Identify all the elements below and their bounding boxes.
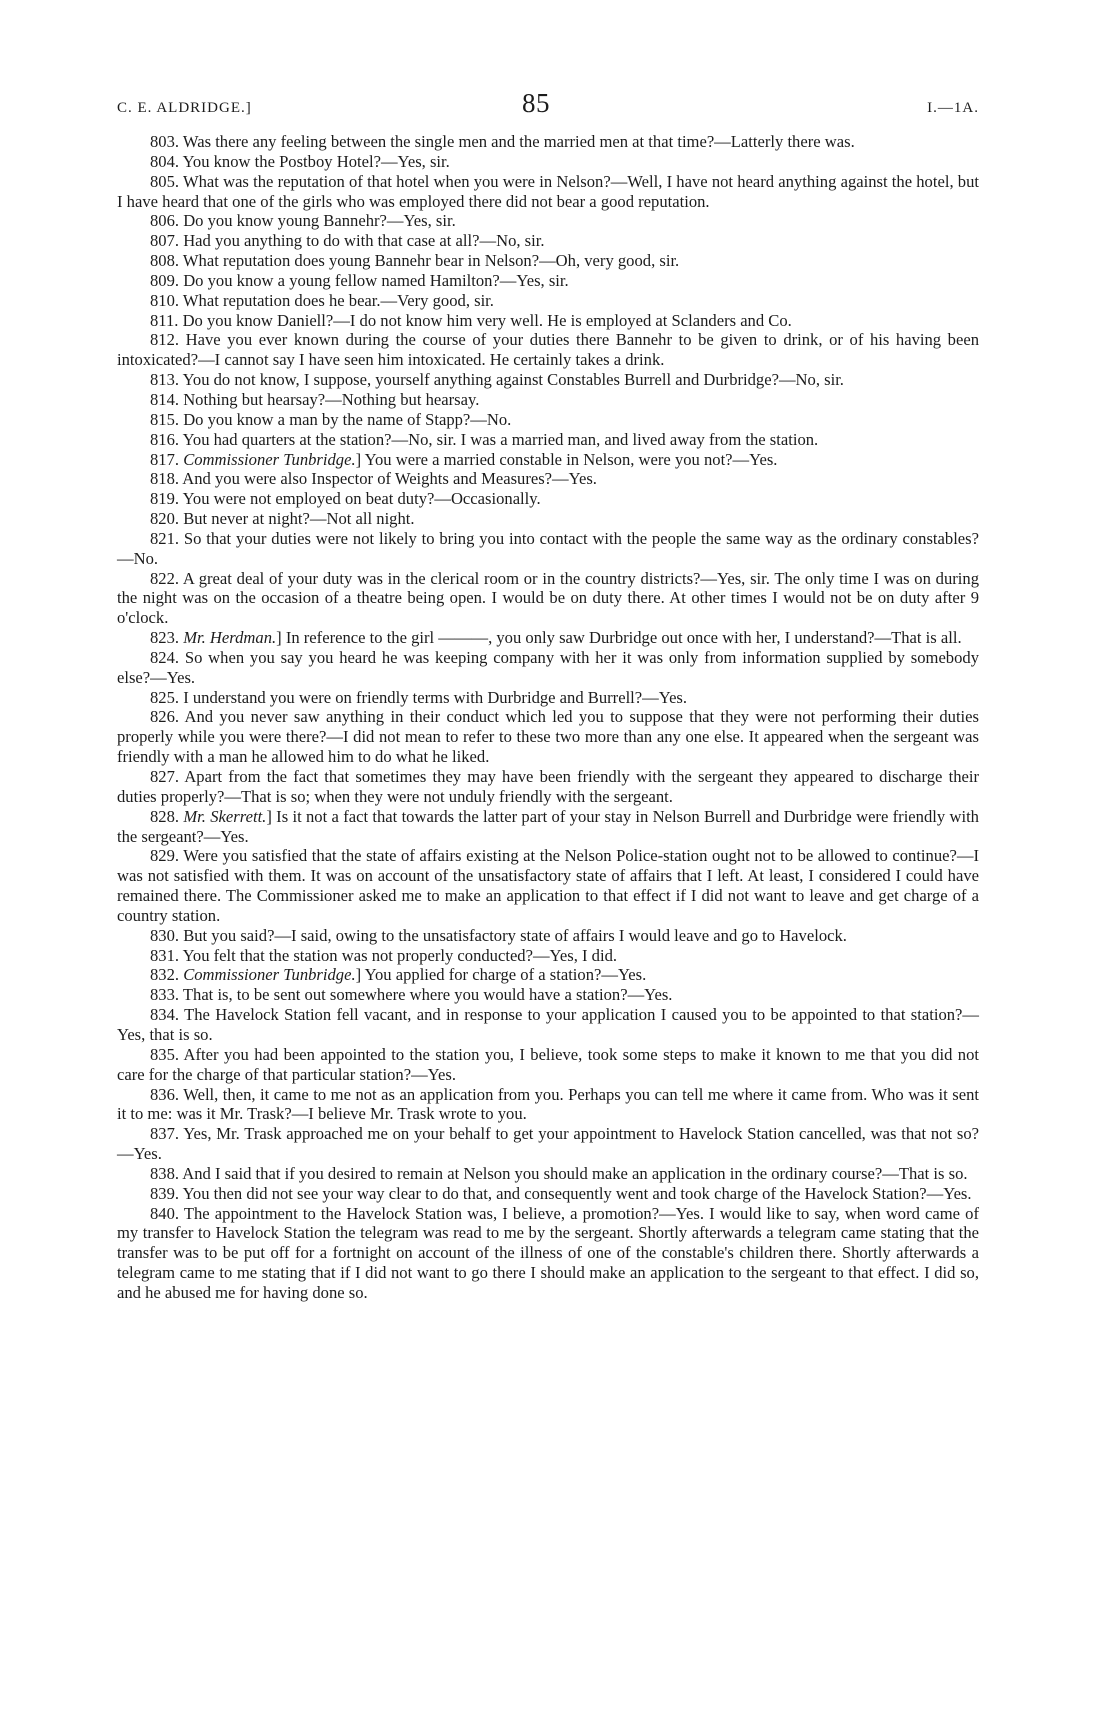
question-entry: 834. The Havelock Station fell vacant, and in response to your application I caused you to be appointed to that station?—Yes, that is so. [117, 1005, 979, 1044]
question-entry: 836. Well, then, it came to me not as an application from you. Perhaps you can tell me where it came from. Who was it sent it to me: was it Mr. Trask?—I believe Mr. Trask wrote to you. [117, 1084, 979, 1124]
speaker-name: Mr. Herdman. [183, 628, 277, 648]
testimony-body [117, 132, 979, 1303]
question-entry: 808. What reputation does young Bannehr bear in Nelson?—Oh, very good, sir. [150, 251, 680, 271]
question-entry: 837. Yes, Mr. Trask approached me on your behalf to get your appointment to Havelock Station cancelled, was that not so?—Yes. [117, 1124, 979, 1164]
document-page [117, 88, 979, 1303]
question-entry: 831. You felt that the station was not properly conducted?—Yes, I did. [150, 945, 618, 965]
question-entry: 824. So when you say you heard he was keeping company with her it was only from information supplied by somebody else?—Yes. [117, 647, 979, 687]
question-entry: 839. You then did not see your way clear to do that, and consequently went and took charge of the Havelock Station?—Yes. [150, 1183, 972, 1203]
witness-name-header: C. E. ALDRIDGE.] [117, 100, 252, 116]
question-entry: 805. What was the reputation of that hotel when you were in Nelson?—Well, I have not heard anything against the hotel, but I have heard that one of the girls who was employed there did not bear a good reputation. [117, 171, 979, 211]
question-entry: 811. Do you know Daniell?—I do not know him very well. He is employed at Sclanders and Co. [150, 310, 792, 330]
question-entry: 833. That is, to be sent out somewhere where you would have a station?—Yes. [150, 985, 673, 1005]
question-entry: 826. And you never saw anything in their conduct which led you to suppose that they were not performing their duties properly while you were there?—I did not mean to refer to these two more than any one else. It appeared when the sergeant was friendly with a man he allowed him to do what he liked. [117, 707, 979, 767]
question-entry: 816. You had quarters at the station?—No, sir. I was a married man, and lived away from the station. [150, 429, 819, 449]
question-entry: 812. Have you ever known during the course of your duties there Bannehr to be given to drink, or of his having been intoxicated?—I cannot say I have seen him intoxicated. He certainly takes a drink. [117, 330, 979, 370]
page-header [117, 88, 979, 132]
question-entry: 829. Were you satisfied that the state of affairs existing at the Nelson Police-station ought not to be allowed to continue?—I was not satisfied with them. It was on account of the unsatisfactory state of affairs that I left. At least, I considered I could have remained there. The Commissioner asked me to make an application to that effect if I did not want to leave and get charge of a country station. [117, 846, 979, 925]
question-entry: 830. But you said?—I said, owing to the unsatisfactory state of affairs I would leave and go to Havelock. [150, 925, 847, 945]
speaker-name: Mr. Skerrett. [183, 806, 267, 826]
question-entry: 813. You do not know, I suppose, yourself anything against Constables Burrell and Durbridge?—No, sir. [150, 370, 844, 390]
speaker-name: Commissioner Tunbridge. [183, 965, 356, 985]
question-entry: 818. And you were also Inspector of Weights and Measures?—Yes. [150, 469, 597, 489]
speaker-name: Commissioner Tunbridge. [183, 449, 356, 469]
question-entry: 838. And I said that if you desired to remain at Nelson you should make an application in the ordinary course?—That is so. [150, 1163, 968, 1183]
question-entry: 810. What reputation does he bear.—Very good, sir. [150, 290, 494, 310]
question-entry: 820. But never at night?—Not all night. [150, 509, 415, 529]
question-entry: 828. Mr. Skerrett.] Is it not a fact that towards the latter part of your stay in Nelson Burrell and Durbridge were friendly with the sergeant?—Yes. [117, 806, 979, 846]
paper-reference: I.—1A. [927, 100, 979, 116]
question-entry: 806. Do you know young Bannehr?—Yes, sir. [150, 211, 456, 231]
question-entry: 832. Commissioner Tunbridge.] You applied for charge of a station?—Yes. [150, 965, 647, 985]
question-entry: 807. Had you anything to do with that case at all?—No, sir. [150, 231, 545, 251]
question-entry: 819. You were not employed on beat duty?—Occasionally. [150, 489, 541, 509]
question-entry: 823. Mr. Herdman.] In reference to the girl ———, you only saw Durbridge out once with her, I understand?—That is all. [150, 628, 962, 648]
question-entry: 822. A great deal of your duty was in the clerical room or in the country districts?—Yes, sir. The only time I was on during the night was on the occasion of a theatre being open. I would be on duty there. At other times I would not be on duty after 9 o'clock. [117, 568, 979, 628]
question-entry: 804. You know the Postboy Hotel?—Yes, sir. [150, 151, 450, 171]
page-number: 85 [522, 88, 550, 118]
question-entry: 840. The appointment to the Havelock Station was, I believe, a promotion?—Yes. I would like to say, when word came of my transfer to Havelock Station the telegram was read to me by the sergeant. Shortly afterwards a telegram came stating that the transfer was to be put off for a fortnight on account of the illness of one of the constable's children there. Shortly afterwards a telegram came to me stating that if I did not want to go there I should make an application to the sergeant to that effect. I did so, and he abused me for having done so. [117, 1203, 979, 1302]
question-entry: 835. After you had been appointed to the station you, I believe, took some steps to make it known to me that you did not care for the charge of that particular station?—Yes. [117, 1044, 979, 1084]
question-entry: 817. Commissioner Tunbridge.] You were a married constable in Nelson, were you not?—Yes. [150, 449, 778, 469]
question-entry: 825. I understand you were on friendly terms with Durbridge and Burrell?—Yes. [150, 687, 688, 707]
question-entry: 814. Nothing but hearsay?—Nothing but hearsay. [150, 389, 480, 409]
question-entry: 809. Do you know a young fellow named Hamilton?—Yes, sir. [150, 270, 569, 290]
question-entry: 815. Do you know a man by the name of Stapp?—No. [150, 409, 512, 429]
question-entry: 827. Apart from the fact that sometimes they may have been friendly with the sergeant they appeared to discharge their duties properly?—That is so; when they were not unduly friendly with the sergeant. [117, 767, 979, 806]
question-entry: 803. Was there any feeling between the single men and the married men at that time?—Latterly there was. [150, 132, 855, 151]
question-entry: 821. So that your duties were not likely to bring you into contact with the people the same way as the ordinary constables?—No. [117, 528, 979, 568]
